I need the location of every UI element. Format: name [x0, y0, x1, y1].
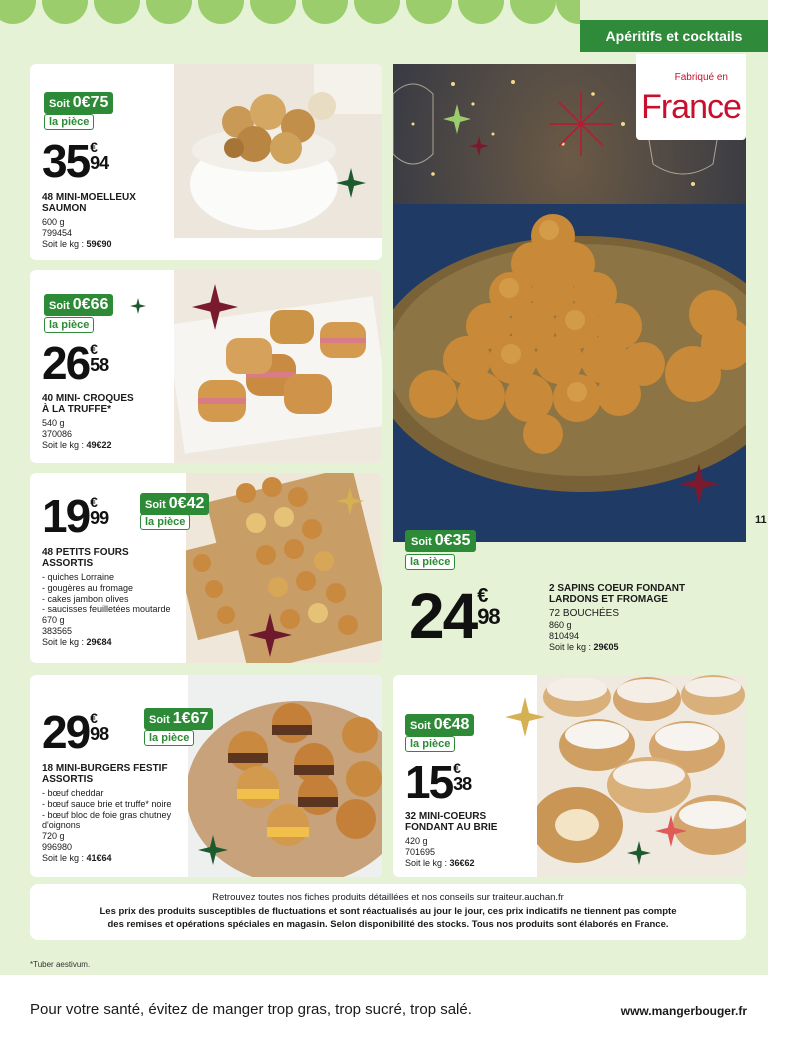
info-box: Retrouvez toutes nos fiches produits détaillées et nos conseils sur traiteur.auchan.fr Les prix des produits susceptibles de fluctuations et sont réactualisés au jour le jour, ces prix indicatifs ne tiennent pas compte des remises et opérations spéciales en magasin. Selon disponibilité des stocks. Tous nos produits sont élaborés en France. [30, 884, 746, 940]
product-name: 40 MINI- CROQUES À LA TRUFFE* [42, 393, 134, 416]
product-card-sapins[interactable] [393, 64, 746, 664]
price: 19 € 99 [42, 490, 109, 542]
unit-price-badge: Soit 0€75 [44, 92, 113, 114]
star-decoration-icon [655, 815, 687, 847]
page-number: 11 [755, 514, 767, 526]
unit-price-badge: Soit 1€67 [144, 708, 213, 730]
product-name: 48 MINI-MOELLEUX SAUMON [42, 192, 136, 215]
product-photo [174, 64, 382, 238]
per-piece-label: la pièce [405, 736, 455, 752]
category-tab: Apéritifs et cocktails [580, 20, 768, 52]
product-details: 600 g 799454 Soit le kg : 59€90 [42, 217, 112, 249]
price: 15 € 38 [405, 756, 472, 808]
unit-price-badge: Soit 0€35 [405, 530, 476, 552]
product-card-coeurs-brie[interactable] [393, 675, 746, 877]
star-decoration-icon [336, 487, 364, 515]
per-piece-label: la pièce [140, 514, 190, 530]
per-piece-label: la pièce [44, 317, 94, 333]
product-details: 540 g 370086 Soit le kg : 49€22 [42, 418, 112, 450]
price: 26 € 58 [42, 337, 109, 389]
star-decoration-icon [505, 697, 545, 737]
site-link[interactable]: www.mangerbouger.fr [620, 1004, 747, 1018]
product-card-croques[interactable] [30, 270, 382, 463]
unit-price-badge: Soit 0€66 [44, 294, 113, 316]
price: 35 € 94 [42, 135, 109, 187]
star-decoration-icon [192, 284, 238, 330]
price: 24 € 98 [409, 580, 500, 652]
product-details: 420 g 701695 Soit le kg : 36€62 [405, 836, 475, 868]
decorative-scallop-border [0, 0, 580, 40]
per-piece-label: la pièce [44, 114, 94, 130]
product-card-petits-fours[interactable] [30, 473, 382, 663]
star-decoration-icon [627, 841, 651, 865]
product-card-burgers[interactable] [30, 675, 382, 877]
product-name: 18 MINI-BURGERS FESTIF ASSORTIS [42, 763, 168, 786]
unit-price-badge: Soit 0€42 [140, 493, 209, 515]
star-decoration-icon [130, 298, 146, 314]
health-message: Pour votre santé, évitez de manger trop gras, trop sucré, trop salé. [30, 1001, 472, 1018]
product-card-moelleux[interactable] [30, 64, 382, 260]
made-in-france-badge: Fabriqué en France [636, 54, 746, 140]
product-name: 48 PETITS FOURS ASSORTIS [42, 547, 129, 570]
per-piece-label: la pièce [405, 554, 455, 570]
product-name: 32 MINI-COEURS FONDANT AU BRIE [405, 811, 498, 834]
price: 29 € 98 [42, 706, 109, 758]
per-piece-label: la pièce [144, 730, 194, 746]
star-decoration-icon [248, 613, 292, 657]
product-name: 2 SAPINS COEUR FONDANT LARDONS ET FROMAGE [549, 583, 686, 606]
product-details: - quiches Lorraine - gougères au fromage - cakes jambon olives - saucisses feuilletées moutarde 670 g 383565 Soit le kg : 29€84 [42, 572, 171, 647]
star-decoration-icon [336, 168, 366, 198]
star-decoration-icon [198, 835, 228, 865]
product-details: 72 BOUCHÉES 860 g 810494 Soit le kg : 29€05 [549, 608, 620, 652]
product-details: - bœuf cheddar - bœuf sauce brie et truffe* noire - bœuf bloc de foie gras chutney d'oignons 720 g 996980 Soit le kg : 41€64 [42, 788, 172, 863]
footnote: *Tuber aestivum. [30, 960, 91, 969]
unit-price-badge: Soit 0€48 [405, 714, 474, 736]
